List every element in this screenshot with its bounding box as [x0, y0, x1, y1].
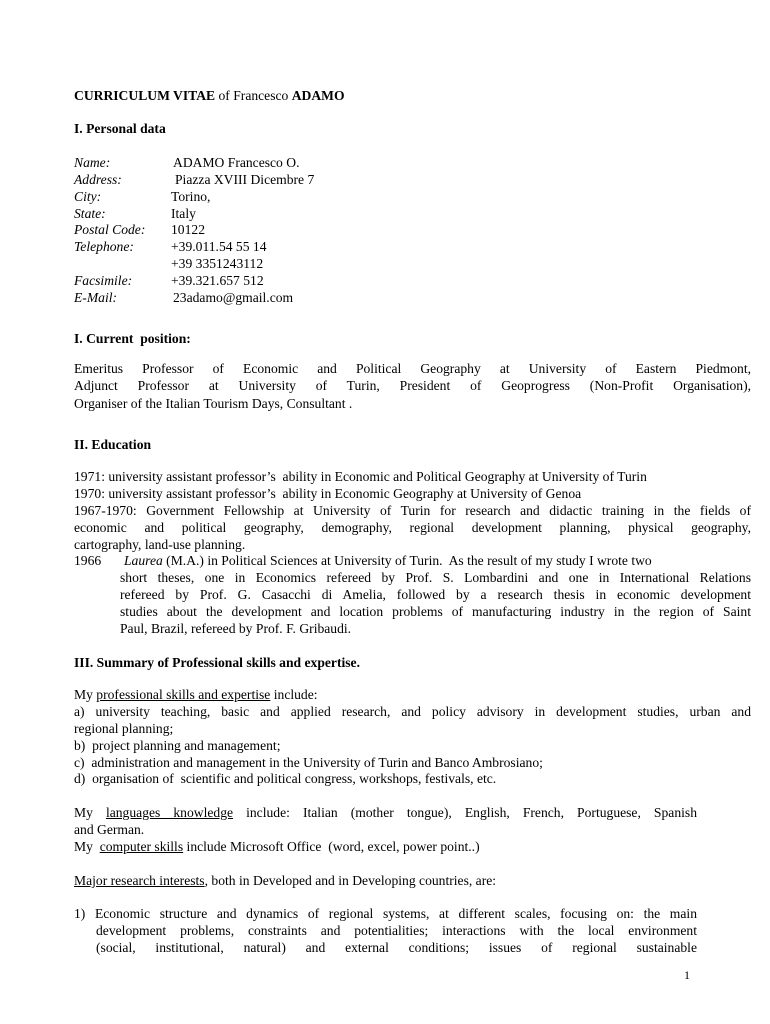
field-label: E-Mail:: [74, 290, 118, 305]
current-position-heading: I. Current position:: [74, 331, 191, 346]
skills-item: c) administration and management in the University of Turin and Banco Ambrosiano;: [74, 755, 543, 770]
field-value: Torino,: [171, 189, 211, 204]
field-value: 10122: [171, 222, 205, 237]
education-laurea-line: Laurea (M.A.) in Political Sciences at University of Turin. As the result of my study I wrote two: [124, 553, 652, 568]
field-label: Address:: [74, 172, 122, 187]
research-interests-intro: Major research interests, both in Developed and in Developing countries, are:: [74, 873, 497, 888]
skills-item: regional planning;: [74, 721, 174, 736]
education-year: 1966: [74, 553, 102, 568]
education-heading: II. Education: [74, 437, 152, 452]
research-item: development problems, constraints and potentialities; interactions with the local environment: [96, 923, 697, 938]
current-position-line: Emeritus Professor of Economic and Political Geography at University of Eastern Piedmont,: [74, 361, 751, 376]
education-entry: economic and political geography, demography, regional development planning, physical geography,: [74, 520, 751, 535]
research-item: 1) Economic structure and dynamics of regional systems, at different scales, focusing on: the main: [74, 906, 697, 921]
skills-item: a) university teaching, basic and applied research, and policy advisory in development studies, urban and: [74, 704, 751, 719]
field-value: +39.321.657 512: [171, 273, 264, 288]
field-label: Name:: [74, 155, 111, 170]
skills-item: d) organisation of scientific and political congress, workshops, festivals, etc.: [74, 771, 497, 786]
current-position-line: Organiser of the Italian Tourism Days, Consultant .: [74, 396, 353, 411]
field-label: Facsimile:: [74, 273, 133, 288]
field-label: Telephone:: [74, 239, 134, 254]
education-entry: refereed by Prof. G. Casacchi di Amelia, followed by a research thesis in economic development: [120, 587, 751, 602]
education-entry: 1967-1970: Government Fellowship at University of Turin for research and didactic training in the fields of: [74, 503, 751, 518]
field-value: +39 3351243112: [171, 256, 264, 271]
education-entry: cartography, land-use planning.: [74, 537, 246, 552]
current-position-line: Adjunct Professor at University of Turin, President of Geoprogress (Non-Profit Organisation),: [74, 378, 751, 393]
skills-heading: III. Summary of Professional skills and expertise.: [74, 655, 360, 670]
languages-line: My languages knowledge include: Italian (mother tongue), English, French, Portuguese, Spanish: [74, 805, 697, 820]
skills-intro: My professional skills and expertise include:: [74, 687, 318, 702]
computer-skills-line: My computer skills include Microsoft Office (word, excel, power point..): [74, 839, 480, 854]
education-entry: 1970: university assistant professor’s ability in Economic Geography at University of Genoa: [74, 486, 582, 501]
field-value: ADAMO Francesco O.: [173, 155, 300, 170]
page-number: 1: [684, 968, 690, 982]
field-label: Postal Code:: [74, 222, 146, 237]
languages-line: and German.: [74, 822, 145, 837]
field-value: Italy: [171, 206, 196, 221]
research-item: (social, institutional, natural) and external conditions; issues of regional sustainable: [96, 940, 697, 955]
education-entry: short theses, one in Economics refereed by Prof. S. Lombardini and one in International Relations: [120, 570, 751, 585]
field-label: State:: [74, 206, 106, 221]
field-value: +39.011.54 55 14: [171, 239, 267, 254]
field-label: City:: [74, 189, 102, 204]
email-value: 23adamo@gmail.com: [173, 290, 294, 305]
education-entry: Paul, Brazil, refereed by Prof. F. Gribaudi.: [120, 621, 352, 636]
document-title: CURRICULUM VITAE of Francesco ADAMO: [74, 88, 345, 103]
personal-data-heading: I. Personal data: [74, 121, 166, 136]
skills-item: b) project planning and management;: [74, 738, 281, 753]
education-entry: studies about the development and location problems of manufacturing industry in the region of Saint: [120, 604, 751, 619]
education-entry: 1971: university assistant professor’s ability in Economic and Political Geography at University of Turin: [74, 469, 647, 484]
field-value: Piazza XVIII Dicembre 7: [175, 172, 315, 187]
